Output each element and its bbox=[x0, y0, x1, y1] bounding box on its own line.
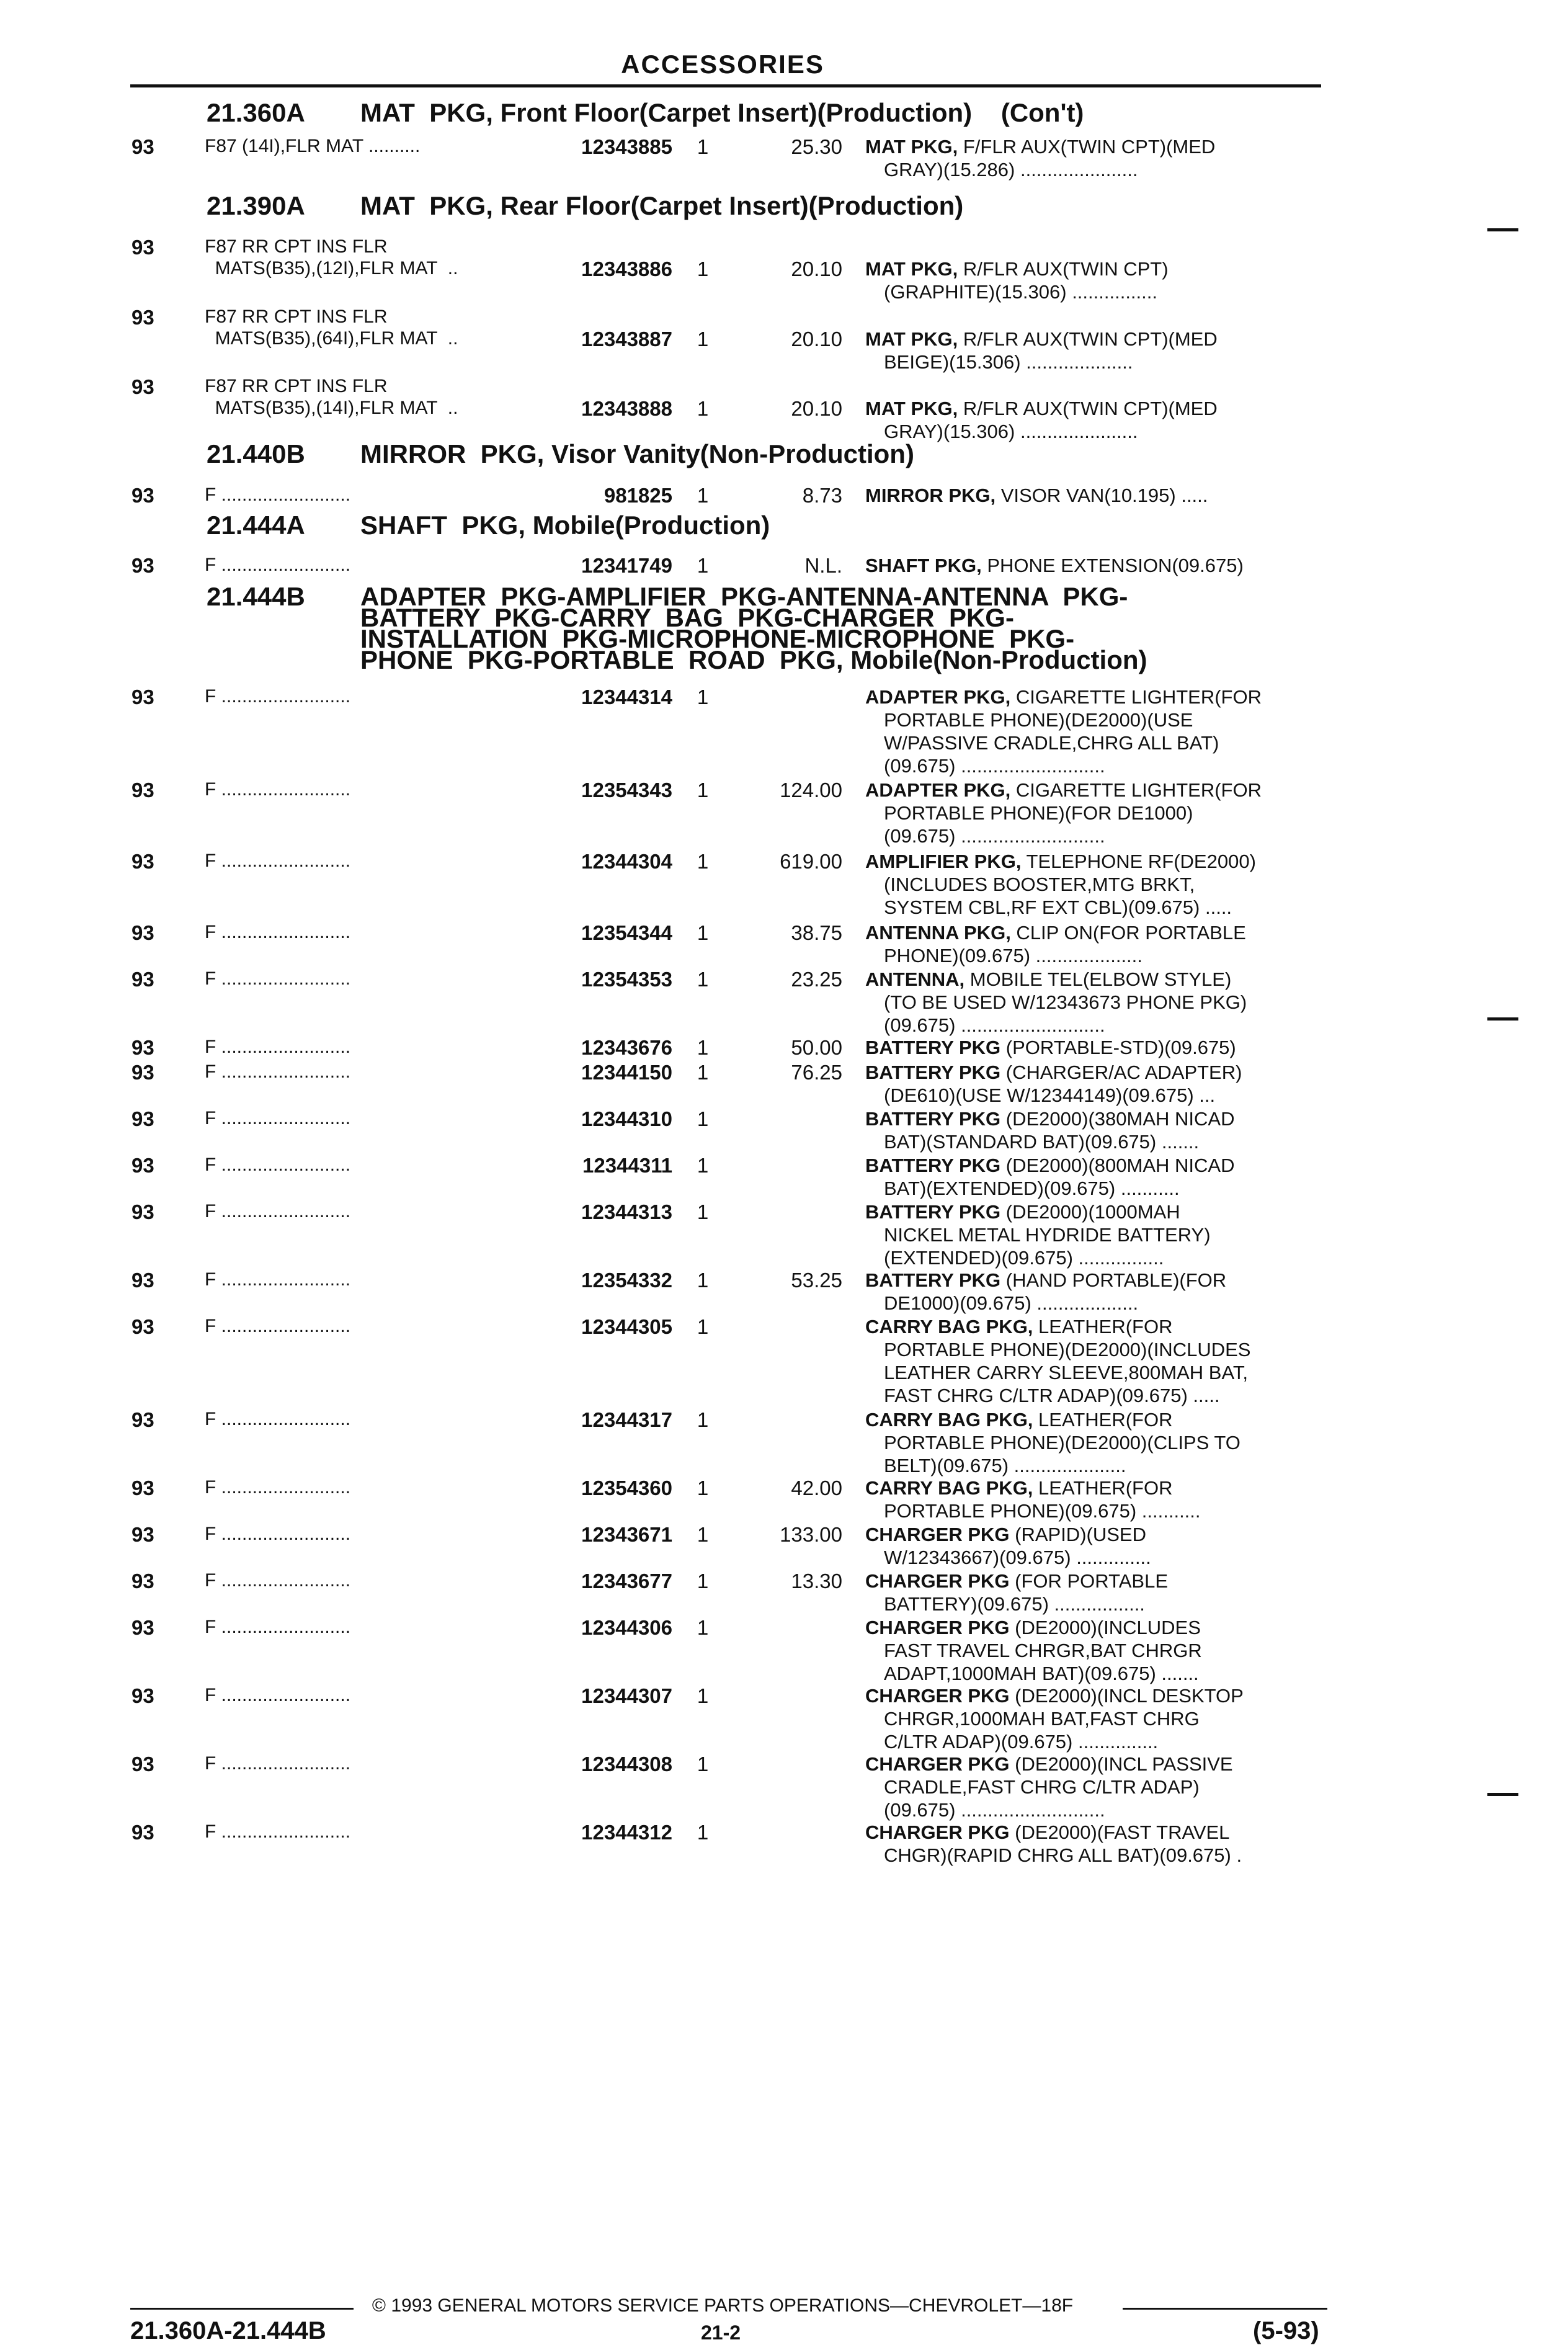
part-description bbox=[865, 1154, 1337, 1200]
price: 13.30 bbox=[791, 1570, 842, 1592]
quantity: 1 bbox=[697, 257, 709, 280]
quantity: 1 bbox=[697, 135, 709, 158]
description-line: BATTERY PKG (CHARGER/AC ADAPTER) bbox=[865, 1061, 1242, 1083]
description-line: CHARGER PKG (DE2000)(INCL DESKTOP bbox=[865, 1685, 1244, 1707]
description-name: BATTERY PKG bbox=[865, 1061, 1001, 1083]
quantity: 1 bbox=[697, 397, 709, 420]
part-description bbox=[865, 1269, 1337, 1315]
model-year: 93 bbox=[131, 686, 154, 708]
description-line: PORTABLE PHONE)(DE2000)(INCLUDES bbox=[884, 1339, 1251, 1360]
model-year: 93 bbox=[131, 1476, 154, 1499]
description-name: BATTERY PKG bbox=[865, 1201, 1001, 1223]
description-line: BATTERY PKG (DE2000)(380MAH NICAD bbox=[865, 1108, 1235, 1130]
part-description bbox=[865, 1570, 1337, 1615]
part-description bbox=[865, 135, 1337, 181]
part-description bbox=[865, 1036, 1337, 1059]
description-line: CHARGER PKG (DE2000)(FAST TRAVEL bbox=[865, 1821, 1230, 1843]
description-line: NICKEL METAL HYDRIDE BATTERY) bbox=[884, 1224, 1211, 1246]
part-description bbox=[865, 328, 1337, 373]
description-line: MAT PKG, F/FLR AUX(TWIN CPT)(MED bbox=[865, 136, 1216, 158]
quantity: 1 bbox=[697, 1753, 709, 1776]
part-number: 12354353 bbox=[581, 968, 672, 991]
part-number: 12344304 bbox=[581, 850, 672, 873]
description-name: ANTENNA PKG, bbox=[865, 922, 1011, 944]
part-description bbox=[865, 968, 1337, 1037]
model-year: 93 bbox=[131, 1315, 154, 1338]
section-title-line: PHONE PKG-PORTABLE ROAD PKG, Mobile(Non-Production) bbox=[360, 645, 1147, 674]
description-line: W/12343667)(09.675) .............. bbox=[884, 1547, 1151, 1568]
description-name: CARRY BAG PKG, bbox=[865, 1316, 1033, 1338]
part-description bbox=[865, 1200, 1337, 1269]
footer-section-range: 21.360A-21.444B bbox=[130, 2317, 326, 2344]
model-year: 93 bbox=[131, 554, 154, 577]
price: 76.25 bbox=[791, 1061, 842, 1084]
description-line: BAT)(EXTENDED)(09.675) ........... bbox=[884, 1177, 1180, 1199]
part-number: 12343671 bbox=[581, 1523, 672, 1546]
header-rule bbox=[130, 84, 1321, 87]
footer-date: (5-93) bbox=[1253, 2317, 1319, 2344]
description-name: CHARGER PKG bbox=[865, 1821, 1010, 1843]
part-number: 12344314 bbox=[581, 686, 672, 708]
description-name: CHARGER PKG bbox=[865, 1685, 1010, 1707]
price: 53.25 bbox=[791, 1269, 842, 1292]
description-name: SHAFT PKG, bbox=[865, 555, 982, 576]
model-usage: F ......................... bbox=[205, 485, 351, 505]
description-line: BATTERY PKG (DE2000)(800MAH NICAD bbox=[865, 1155, 1235, 1176]
description-line: (09.675) ........................... bbox=[884, 755, 1105, 777]
model-year: 93 bbox=[131, 850, 154, 873]
part-number: 12344308 bbox=[581, 1753, 672, 1776]
description-line: BATTERY PKG (HAND PORTABLE)(FOR bbox=[865, 1269, 1227, 1291]
description-line: (09.675) ........................... bbox=[884, 1014, 1105, 1036]
description-line: MAT PKG, R/FLR AUX(TWIN CPT)(MED bbox=[865, 328, 1218, 350]
model-usage: F ......................... bbox=[205, 555, 351, 575]
description-line: BAT)(STANDARD BAT)(09.675) ....... bbox=[884, 1131, 1200, 1153]
price: 124.00 bbox=[780, 779, 842, 802]
part-number: 12343888 bbox=[581, 397, 672, 420]
description-name: CHARGER PKG bbox=[865, 1617, 1010, 1638]
description-line: (INCLUDES BOOSTER,MTG BRKT, bbox=[884, 873, 1195, 895]
description-line: BATTERY PKG (PORTABLE-STD)(09.675) bbox=[865, 1037, 1236, 1058]
model-usage: F ......................... bbox=[205, 1316, 351, 1336]
description-name: BATTERY PKG bbox=[865, 1155, 1001, 1176]
footer-copyright: © 1993 GENERAL MOTORS SERVICE PARTS OPERATIONS—CHEVROLET—18F bbox=[372, 2295, 1074, 2316]
description-name: CHARGER PKG bbox=[865, 1524, 1010, 1545]
footer-page-number: 21-2 bbox=[701, 2321, 741, 2344]
description-line: MIRROR PKG, VISOR VAN(10.195) ..... bbox=[865, 485, 1208, 506]
description-line: SYSTEM CBL,RF EXT CBL)(09.675) ..... bbox=[884, 896, 1232, 918]
model-usage: F87 RR CPT INS FLR MATS(B35),(64I),FLR MAT .. bbox=[205, 306, 458, 349]
quantity: 1 bbox=[697, 1570, 709, 1592]
description-name: MIRROR PKG, bbox=[865, 485, 996, 506]
description-line: PORTABLE PHONE)(FOR DE1000) bbox=[884, 802, 1193, 824]
description-line: ANTENNA, MOBILE TEL(ELBOW STYLE) bbox=[865, 968, 1232, 990]
quantity: 1 bbox=[697, 1036, 709, 1059]
price: 23.25 bbox=[791, 968, 842, 991]
part-number: 12354343 bbox=[581, 779, 672, 802]
quantity: 1 bbox=[697, 850, 709, 873]
part-number: 12344311 bbox=[582, 1154, 672, 1177]
section-code: 21.444B bbox=[207, 582, 305, 611]
description-line: BEIGE)(15.306) .................... bbox=[884, 351, 1133, 373]
model-usage: F87 (14I),FLR MAT .......... bbox=[205, 136, 421, 156]
description-name: MAT PKG, bbox=[865, 258, 958, 280]
model-usage: F ......................... bbox=[205, 1753, 351, 1774]
description-line: CHRGR,1000MAH BAT,FAST CHRG bbox=[884, 1708, 1200, 1730]
part-description bbox=[865, 1476, 1337, 1522]
price: 25.30 bbox=[791, 135, 842, 158]
part-number: 12344306 bbox=[581, 1616, 672, 1639]
part-description bbox=[865, 1061, 1337, 1107]
part-description bbox=[865, 1684, 1337, 1753]
price: 8.73 bbox=[802, 484, 842, 507]
model-usage: F ......................... bbox=[205, 1201, 351, 1222]
description-line: CHARGER PKG (DE2000)(INCLUDES bbox=[865, 1617, 1201, 1638]
part-description bbox=[865, 1107, 1337, 1153]
description-name: BATTERY PKG bbox=[865, 1108, 1001, 1130]
model-usage: F ......................... bbox=[205, 851, 351, 871]
section-code: 21.360A bbox=[207, 98, 305, 127]
model-year: 93 bbox=[131, 1570, 154, 1592]
model-year: 93 bbox=[131, 484, 154, 507]
description-name: ADAPTER PKG, bbox=[865, 779, 1011, 801]
model-year: 93 bbox=[131, 1269, 154, 1292]
quantity: 1 bbox=[697, 1107, 709, 1130]
part-number: 12354344 bbox=[581, 921, 672, 944]
model-year: 93 bbox=[131, 1821, 154, 1844]
model-year: 93 bbox=[131, 1154, 154, 1177]
quantity: 1 bbox=[697, 1154, 709, 1177]
part-number: 12344150 bbox=[581, 1061, 672, 1084]
section-code: 21.444A bbox=[207, 511, 305, 540]
part-description bbox=[865, 257, 1337, 303]
description-line: CHARGER PKG (FOR PORTABLE bbox=[865, 1570, 1169, 1592]
description-name: MAT PKG, bbox=[865, 398, 958, 419]
description-line: ADAPT,1000MAH BAT)(09.675) ....... bbox=[884, 1663, 1199, 1684]
price: 619.00 bbox=[780, 850, 842, 873]
quantity: 1 bbox=[697, 686, 709, 708]
description-line: CRADLE,FAST CHRG C/LTR ADAP) bbox=[884, 1776, 1200, 1798]
model-year: 93 bbox=[131, 1200, 154, 1223]
description-line: (EXTENDED)(09.675) ................ bbox=[884, 1247, 1164, 1269]
model-usage: F ......................... bbox=[205, 1477, 351, 1498]
price: 38.75 bbox=[791, 921, 842, 944]
model-year: 93 bbox=[131, 1753, 154, 1776]
part-description bbox=[865, 484, 1337, 507]
quantity: 1 bbox=[697, 1476, 709, 1499]
section-heading bbox=[207, 191, 1323, 220]
description-line: ANTENNA PKG, CLIP ON(FOR PORTABLE bbox=[865, 922, 1246, 944]
part-description bbox=[865, 1753, 1337, 1821]
description-line: BATTERY PKG (DE2000)(1000MAH bbox=[865, 1201, 1180, 1223]
description-line: W/PASSIVE CRADLE,CHRG ALL BAT) bbox=[884, 732, 1219, 754]
model-usage: F ......................... bbox=[205, 779, 351, 800]
part-description bbox=[865, 921, 1337, 967]
part-number: 12344305 bbox=[581, 1315, 672, 1338]
description-line: CHARGER PKG (DE2000)(INCL PASSIVE bbox=[865, 1753, 1233, 1775]
part-description bbox=[865, 1523, 1337, 1569]
description-line: (GRAPHITE)(15.306) ................ bbox=[884, 281, 1157, 303]
model-usage: F ......................... bbox=[205, 1155, 351, 1175]
description-line: MAT PKG, R/FLR AUX(TWIN CPT) bbox=[865, 258, 1169, 280]
description-line: CARRY BAG PKG, LEATHER(FOR bbox=[865, 1477, 1173, 1499]
section-code: 21.440B bbox=[207, 439, 305, 468]
description-line: AMPLIFIER PKG, TELEPHONE RF(DE2000) bbox=[865, 851, 1256, 872]
part-description bbox=[865, 554, 1337, 577]
footer-rule-right bbox=[1123, 2308, 1327, 2310]
section-heading bbox=[207, 98, 1323, 127]
quantity: 1 bbox=[697, 968, 709, 991]
quantity: 1 bbox=[697, 1616, 709, 1639]
description-line: FAST CHRG C/LTR ADAP)(09.675) ..... bbox=[884, 1385, 1220, 1406]
description-name: CARRY BAG PKG, bbox=[865, 1477, 1033, 1499]
section-title: MIRROR PKG, Visor Vanity(Non-Production) bbox=[360, 439, 914, 468]
description-name: CHARGER PKG bbox=[865, 1570, 1010, 1592]
description-name: AMPLIFIER PKG, bbox=[865, 851, 1022, 872]
part-number: 12344310 bbox=[581, 1107, 672, 1130]
part-description bbox=[865, 1821, 1337, 1867]
price: 20.10 bbox=[791, 328, 842, 351]
price: N.L. bbox=[804, 554, 842, 577]
quantity: 1 bbox=[697, 1684, 709, 1707]
price: 20.10 bbox=[791, 397, 842, 420]
description-line: MAT PKG, R/FLR AUX(TWIN CPT)(MED bbox=[865, 398, 1218, 419]
model-usage: F ......................... bbox=[205, 1570, 351, 1591]
part-number: 12343885 bbox=[581, 135, 672, 158]
model-year: 93 bbox=[131, 135, 154, 158]
description-line: BELT)(09.675) ..................... bbox=[884, 1455, 1126, 1476]
part-description bbox=[865, 686, 1337, 777]
quantity: 1 bbox=[697, 1061, 709, 1084]
model-usage: F ......................... bbox=[205, 1821, 351, 1842]
model-year: 93 bbox=[131, 1107, 154, 1130]
section-title-line: ADAPTER PKG-AMPLIFIER PKG-ANTENNA-ANTENNA PKG- bbox=[360, 582, 1128, 611]
part-number: 12344312 bbox=[581, 1821, 672, 1844]
model-year: 93 bbox=[131, 236, 154, 259]
part-description bbox=[865, 1616, 1337, 1685]
description-line: C/LTR ADAP)(09.675) ............... bbox=[884, 1731, 1159, 1753]
model-usage: F ......................... bbox=[205, 1524, 351, 1544]
description-line: CARRY BAG PKG, LEATHER(FOR bbox=[865, 1409, 1173, 1431]
model-year: 93 bbox=[131, 1036, 154, 1059]
description-line: GRAY)(15.306) ...................... bbox=[884, 421, 1138, 442]
part-number: 12344317 bbox=[581, 1408, 672, 1431]
description-line: FAST TRAVEL CHRGR,BAT CHRGR bbox=[884, 1640, 1202, 1661]
quantity: 1 bbox=[697, 921, 709, 944]
price: 20.10 bbox=[791, 257, 842, 280]
section-heading bbox=[207, 511, 1323, 540]
description-line: (TO BE USED W/12343673 PHONE PKG) bbox=[884, 991, 1247, 1013]
model-usage: F ......................... bbox=[205, 1409, 351, 1429]
description-line: PORTABLE PHONE)(DE2000)(USE bbox=[884, 709, 1193, 731]
description-line: PORTABLE PHONE)(DE2000)(CLIPS TO bbox=[884, 1432, 1241, 1454]
description-line: SHAFT PKG, PHONE EXTENSION(09.675) bbox=[865, 555, 1244, 576]
quantity: 1 bbox=[697, 1523, 709, 1546]
description-line: CHGR)(RAPID CHRG ALL BAT)(09.675) . bbox=[884, 1844, 1242, 1866]
model-year: 93 bbox=[131, 1616, 154, 1639]
description-name: CHARGER PKG bbox=[865, 1753, 1010, 1775]
model-year: 93 bbox=[131, 1523, 154, 1546]
description-line: (09.675) ........................... bbox=[884, 825, 1105, 847]
description-name: MAT PKG, bbox=[865, 136, 958, 158]
part-description bbox=[865, 779, 1337, 847]
part-description bbox=[865, 1315, 1337, 1407]
section-title: SHAFT PKG, Mobile(Production) bbox=[360, 511, 770, 540]
part-number: 12354360 bbox=[581, 1476, 672, 1499]
description-line: PORTABLE PHONE)(09.675) ........... bbox=[884, 1500, 1201, 1522]
description-name: BATTERY PKG bbox=[865, 1269, 1001, 1291]
description-name: ADAPTER PKG, bbox=[865, 686, 1011, 708]
model-year: 93 bbox=[131, 375, 154, 398]
margin-mark bbox=[1487, 228, 1518, 231]
part-description bbox=[865, 1408, 1337, 1477]
model-usage: F ......................... bbox=[205, 968, 351, 989]
part-number: 12343887 bbox=[581, 328, 672, 351]
model-usage: F87 RR CPT INS FLR MATS(B35),(12I),FLR MAT .. bbox=[205, 236, 458, 279]
part-number: 12343676 bbox=[581, 1036, 672, 1059]
part-number: 12343677 bbox=[581, 1570, 672, 1592]
part-number: 12343886 bbox=[581, 257, 672, 280]
page-header-title: ACCESSORIES bbox=[621, 50, 824, 79]
quantity: 1 bbox=[697, 484, 709, 507]
model-usage: F ......................... bbox=[205, 1061, 351, 1082]
model-year: 93 bbox=[131, 306, 154, 329]
model-year: 93 bbox=[131, 1061, 154, 1084]
description-line: LEATHER CARRY SLEEVE,800MAH BAT, bbox=[884, 1362, 1248, 1383]
model-usage: F ......................... bbox=[205, 1108, 351, 1128]
part-description bbox=[865, 850, 1337, 919]
model-usage: F87 RR CPT INS FLR MATS(B35),(14I),FLR MAT .. bbox=[205, 376, 458, 418]
quantity: 1 bbox=[697, 1269, 709, 1292]
quantity: 1 bbox=[697, 1200, 709, 1223]
description-name: MAT PKG, bbox=[865, 328, 958, 350]
section-code: 21.390A bbox=[207, 191, 305, 220]
section-title-line: INSTALLATION PKG-MICROPHONE-MICROPHONE PKG- bbox=[360, 624, 1075, 653]
description-line: GRAY)(15.286) ...................... bbox=[884, 159, 1138, 181]
description-line: ADAPTER PKG, CIGARETTE LIGHTER(FOR bbox=[865, 686, 1262, 708]
description-line: (09.675) ........................... bbox=[884, 1799, 1105, 1821]
description-line: PHONE)(09.675) .................... bbox=[884, 945, 1143, 967]
part-number: 12354332 bbox=[581, 1269, 672, 1292]
price: 42.00 bbox=[791, 1476, 842, 1499]
price: 133.00 bbox=[780, 1523, 842, 1546]
margin-mark bbox=[1487, 1793, 1518, 1796]
model-year: 93 bbox=[131, 779, 154, 802]
quantity: 1 bbox=[697, 1408, 709, 1431]
quantity: 1 bbox=[697, 328, 709, 351]
description-line: DE1000)(09.675) ................... bbox=[884, 1292, 1139, 1314]
model-year: 93 bbox=[131, 968, 154, 991]
model-usage: F ......................... bbox=[205, 686, 351, 707]
model-usage: F ......................... bbox=[205, 1617, 351, 1637]
section-title: MAT PKG, Rear Floor(Carpet Insert)(Production) bbox=[360, 191, 964, 220]
margin-mark bbox=[1487, 1017, 1518, 1021]
description-name: CARRY BAG PKG, bbox=[865, 1409, 1033, 1431]
section-title-line: BATTERY PKG-CARRY BAG PKG-CHARGER PKG- bbox=[360, 603, 1014, 632]
part-number: 12341749 bbox=[581, 554, 672, 577]
model-year: 93 bbox=[131, 1408, 154, 1431]
description-line: BATTERY)(09.675) ................. bbox=[884, 1593, 1145, 1615]
part-number: 12344307 bbox=[581, 1684, 672, 1707]
model-usage: F ......................... bbox=[205, 1269, 351, 1290]
part-number: 981825 bbox=[604, 484, 672, 507]
model-year: 93 bbox=[131, 1684, 154, 1707]
description-line: CHARGER PKG (RAPID)(USED bbox=[865, 1524, 1146, 1545]
description-line: CARRY BAG PKG, LEATHER(FOR bbox=[865, 1316, 1173, 1338]
model-usage: F ......................... bbox=[205, 1037, 351, 1057]
quantity: 1 bbox=[697, 554, 709, 577]
description-name: ANTENNA, bbox=[865, 968, 965, 990]
section-heading bbox=[207, 439, 1323, 468]
section-title: MAT PKG, Front Floor(Carpet Insert)(Production) (Con't) bbox=[360, 98, 1084, 127]
price: 50.00 bbox=[791, 1036, 842, 1059]
quantity: 1 bbox=[697, 1821, 709, 1844]
section-heading bbox=[207, 582, 1323, 674]
quantity: 1 bbox=[697, 779, 709, 802]
part-number: 12344313 bbox=[581, 1200, 672, 1223]
description-line: (DE610)(USE W/12344149)(09.675) ... bbox=[884, 1084, 1216, 1106]
model-usage: F ......................... bbox=[205, 922, 351, 942]
quantity: 1 bbox=[697, 1315, 709, 1338]
description-line: ADAPTER PKG, CIGARETTE LIGHTER(FOR bbox=[865, 779, 1262, 801]
part-description bbox=[865, 397, 1337, 443]
description-name: BATTERY PKG bbox=[865, 1037, 1001, 1058]
model-year: 93 bbox=[131, 921, 154, 944]
model-usage: F ......................... bbox=[205, 1685, 351, 1705]
